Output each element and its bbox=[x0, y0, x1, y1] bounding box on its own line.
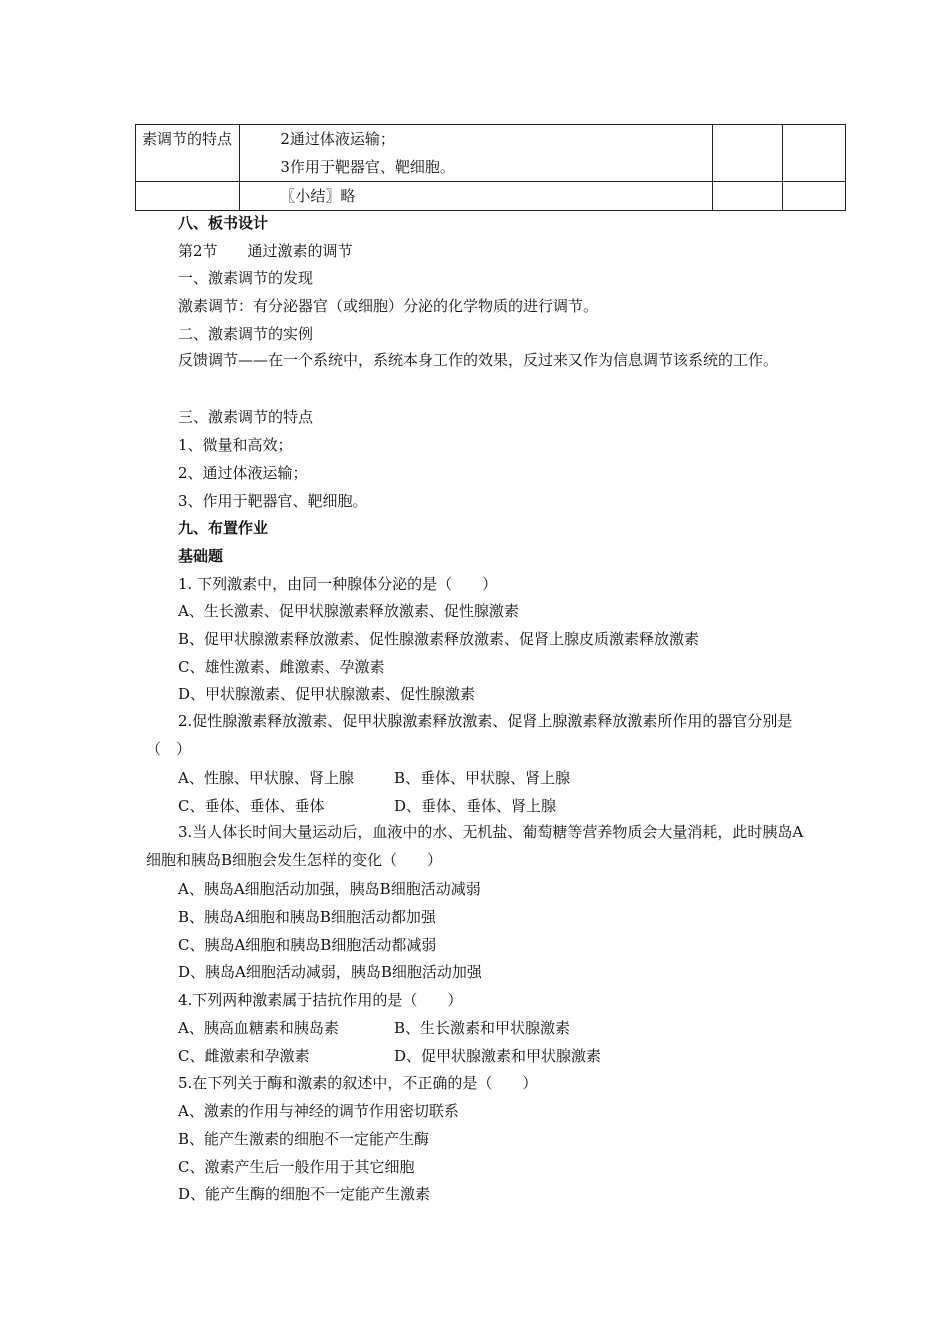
subheading: 基础题 bbox=[178, 547, 224, 565]
answer-option: A、胰高血糖素和胰岛素 bbox=[178, 1019, 339, 1037]
answer-option: B、促甲状腺激素释放激素、促性腺激素释放激素、促肾上腺皮质激素释放激素 bbox=[178, 630, 700, 648]
answer-option: A、胰岛A细胞活动加强，胰岛B细胞活动减弱 bbox=[178, 880, 481, 898]
question-stem: 3.当人体长时间大量运动后，血液中的水、无机盐、葡萄糖等营养物质会大量消耗，此时胰岛A细胞和胰岛B细胞会发生怎样的变化（ ） bbox=[146, 823, 804, 869]
table-cell bbox=[240, 182, 713, 211]
question-stem: 5.在下列关于酶和激素的叙述中，不正确的是（ ） bbox=[178, 1074, 538, 1092]
table-row bbox=[136, 182, 846, 211]
subheading: 一、激素调节的发现 bbox=[178, 269, 314, 287]
table-cell bbox=[783, 125, 846, 182]
answer-option: B、能产生激素的细胞不一定能产生酶 bbox=[178, 1130, 430, 1148]
answer-option: D、能产生酶的细胞不一定能产生激素 bbox=[178, 1185, 431, 1203]
section-heading: 九、布置作业 bbox=[178, 519, 269, 537]
table-cell bbox=[240, 125, 713, 182]
answer-option: D、胰岛A细胞活动减弱，胰岛B细胞活动加强 bbox=[178, 963, 482, 981]
summary-text: 〖小结〗略 bbox=[280, 187, 356, 205]
table-cell bbox=[713, 182, 783, 211]
list-item: 1、微量和高效； bbox=[178, 436, 293, 454]
section-heading: 八、板书设计 bbox=[178, 214, 269, 232]
table-cell bbox=[783, 182, 846, 211]
table-row bbox=[136, 125, 846, 182]
answer-option: B、胰岛A细胞和胰岛B细胞活动都加强 bbox=[178, 908, 436, 926]
answer-option: C、垂体、垂体、垂体 bbox=[178, 797, 325, 815]
section-title: 第2节 通过激素的调节 bbox=[178, 242, 353, 260]
question-stem: 4.下列两种激素属于拮抗作用的是（ ） bbox=[178, 991, 463, 1009]
answer-option: A、生长激素、促甲状腺激素释放激素、促性腺激素 bbox=[178, 602, 519, 620]
answer-option: D、垂体、垂体、肾上腺 bbox=[394, 797, 557, 815]
subheading: 三、激素调节的特点 bbox=[178, 408, 314, 426]
answer-option: C、雄性激素、雌激素、孕激素 bbox=[178, 658, 385, 676]
list-item: 3、作用于靶器官、靶细胞。 bbox=[178, 492, 368, 510]
lesson-table bbox=[135, 124, 846, 211]
question-stem: 1. 下列激素中，由同一种腺体分泌的是（ ） bbox=[178, 575, 498, 593]
answer-option: A、性腺、甲状腺、肾上腺 bbox=[178, 769, 354, 787]
paragraph: 激素调节：有分泌器官（或细胞）分泌的化学物质的进行调节。 bbox=[178, 297, 599, 315]
subheading: 二、激素调节的实例 bbox=[178, 325, 314, 343]
cell-line: 2通过体液运输； bbox=[280, 130, 395, 148]
answer-option: D、促甲状腺激素和甲状腺激素 bbox=[394, 1047, 602, 1065]
row-label: 素调节的特点 bbox=[142, 130, 233, 148]
answer-option: C、雌激素和孕激素 bbox=[178, 1047, 310, 1065]
cell-line: 3作用于靶器官、靶细胞。 bbox=[280, 158, 455, 176]
paragraph: 反馈调节——在一个系统中，系统本身工作的效果，反过来又作为信息调节该系统的工作。 bbox=[178, 351, 779, 369]
list-item: 2、通过体液运输； bbox=[178, 464, 308, 482]
answer-option: A、激素的作用与神经的调节作用密切联系 bbox=[178, 1102, 459, 1120]
answer-option: C、胰岛A细胞和胰岛B细胞活动都减弱 bbox=[178, 936, 437, 954]
answer-option: B、垂体、甲状腺、肾上腺 bbox=[394, 769, 571, 787]
answer-option: C、激素产生后一般作用于其它细胞 bbox=[178, 1158, 415, 1176]
table-cell bbox=[713, 125, 783, 182]
answer-option: B、生长激素和甲状腺激素 bbox=[394, 1019, 571, 1037]
answer-option: D、甲状腺激素、促甲状腺激素、促性腺激素 bbox=[178, 685, 476, 703]
question-stem: 2.促性腺激素释放激素、促甲状腺激素释放激素、促肾上腺激素释放激素所作用的器官分别是（ ） bbox=[146, 712, 793, 758]
table-cell bbox=[136, 125, 240, 182]
table-cell bbox=[136, 182, 240, 211]
